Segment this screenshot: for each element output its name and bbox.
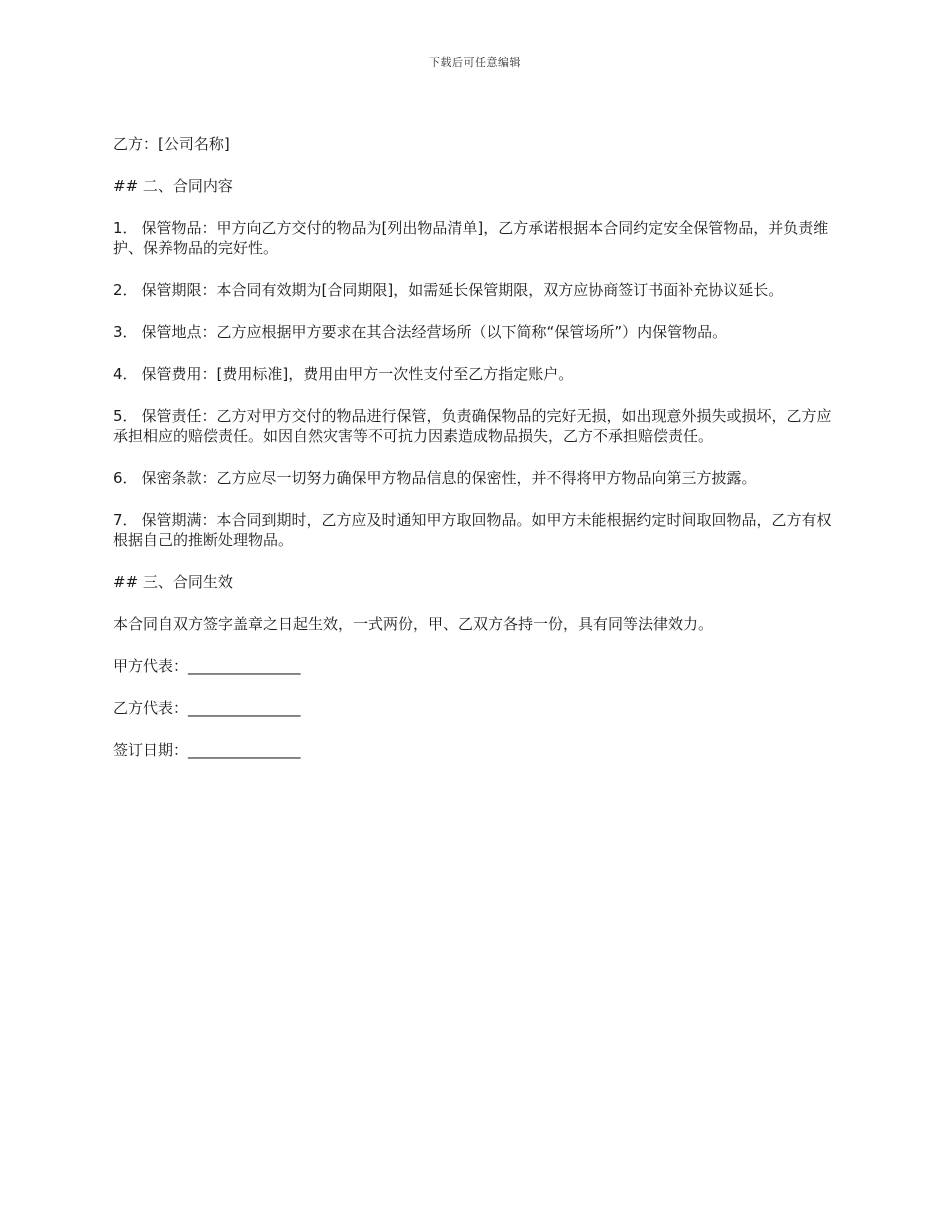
party-b-signature-row bbox=[113, 698, 835, 718]
clause-number: 1． bbox=[113, 219, 138, 237]
clause-5 bbox=[113, 406, 835, 446]
clause-6 bbox=[113, 468, 835, 488]
page-header-note: 下载后可任意编辑 bbox=[429, 56, 521, 69]
clause-number: 7． bbox=[113, 511, 138, 529]
clause-1 bbox=[113, 218, 835, 258]
clause-text: 保密条款：乙方应尽一切努力确保甲方物品信息的保密性，并不得将甲方物品向第三方披露。 bbox=[141, 469, 757, 487]
signing-date-blank: _______________ bbox=[188, 741, 301, 759]
clause-number: 5． bbox=[113, 407, 138, 425]
section-heading-contract-content: ## 二、合同内容 bbox=[113, 177, 233, 195]
section-heading-contract-effect: ## 三、合同生效 bbox=[113, 573, 233, 591]
clause-number: 2． bbox=[113, 281, 138, 299]
clause-text: 保管费用：[费用标准]，费用由甲方一次性支付至乙方指定账户。 bbox=[141, 365, 574, 383]
clause-number: 4． bbox=[113, 365, 138, 383]
clause-number: 3． bbox=[113, 323, 138, 341]
party-a-signature-blank: _______________ bbox=[188, 657, 301, 675]
party-a-signature-row bbox=[113, 656, 835, 676]
effect-clause: 本合同自双方签字盖章之日起生效，一式两份，甲、乙双方各持一份，具有同等法律效力。 bbox=[113, 615, 714, 633]
clause-text: 保管地点：乙方应根据甲方要求在其合法经营场所（以下简称“保管场所”）内保管物品。 bbox=[141, 323, 728, 341]
party-b-signature-label: 乙方代表： bbox=[113, 699, 189, 717]
clause-text: 保管期限：本合同有效期为[合同期限]，如需延长保管期限，双方应协商签订书面补充协议延长。 bbox=[141, 281, 784, 299]
clause-3 bbox=[113, 322, 835, 342]
clause-4 bbox=[113, 364, 835, 384]
party-b-line: 乙方：[公司名称] bbox=[113, 135, 230, 153]
clause-text: 保管物品：甲方向乙方交付的物品为[列出物品清单]，乙方承诺根据本合同约定安全保管物品，并负责维护、保养物品的完好性。 bbox=[113, 219, 829, 257]
clause-7 bbox=[113, 510, 835, 550]
clause-2 bbox=[113, 280, 835, 300]
clause-number: 6． bbox=[113, 469, 138, 487]
clause-text: 保管责任：乙方对甲方交付的物品进行保管，负责确保物品的完好无损，如出现意外损失或损坏，乙方应承担相应的赔偿责任。如因自然灾害等不可抗力因素造成物品损失，乙方不承担赔偿责任。 bbox=[113, 407, 832, 445]
party-a-signature-label: 甲方代表： bbox=[113, 657, 189, 675]
signing-date-label: 签订日期： bbox=[113, 741, 189, 759]
clause-text: 保管期满：本合同到期时，乙方应及时通知甲方取回物品。如甲方未能根据约定时间取回物品，乙方有权根据自己的推断处理物品。 bbox=[113, 511, 832, 549]
signing-date-row bbox=[113, 740, 835, 760]
party-b-signature-blank: _______________ bbox=[188, 699, 301, 717]
document-body bbox=[113, 134, 835, 782]
